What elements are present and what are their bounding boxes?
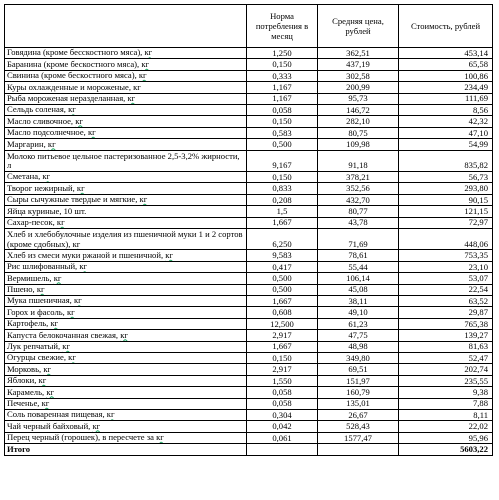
product-unit: кг — [46, 386, 55, 397]
norm-value: 2,917 — [247, 330, 318, 341]
price-value: 349,80 — [318, 352, 399, 363]
product-name — [5, 398, 247, 409]
product-label: Сыры сычужные твердые и мягкие, — [7, 194, 140, 205]
norm-value: 0,150 — [247, 352, 318, 363]
cost-value: 234,49 — [399, 82, 493, 93]
product-label: Молоко питьевое цельное пастеризованное 2,5-3,2% жирности, — [7, 150, 240, 161]
product-label: Чай черный байховый, — [7, 420, 93, 431]
product-label: Лук репчатый, — [7, 341, 63, 351]
product-label: Куры охлажденные и мороженые, кг — [7, 81, 141, 92]
product-label: Карамель, — [7, 386, 47, 397]
cost-value: 453,14 — [399, 48, 493, 59]
table-row — [5, 307, 493, 318]
price-value: 282,10 — [318, 116, 399, 127]
table-row — [5, 421, 493, 432]
product-unit: кг — [73, 295, 82, 306]
price-value: 43,78 — [318, 217, 399, 228]
norm-value: 0,500 — [247, 273, 318, 284]
table-row — [5, 217, 493, 228]
product-unit: кг — [53, 272, 62, 283]
price-value: 302,58 — [318, 70, 399, 81]
product-unit: кг — [72, 238, 81, 249]
price-value: 38,11 — [318, 296, 399, 307]
price-value: 151,97 — [318, 375, 399, 386]
table-row — [5, 127, 493, 138]
norm-value: 0,058 — [247, 104, 318, 115]
product-unit: кг — [76, 182, 85, 193]
product-name — [5, 273, 247, 284]
product-label: Сахар-песок, — [7, 217, 57, 227]
product-unit: кг — [75, 115, 83, 126]
norm-value: 0,500 — [247, 139, 318, 150]
price-value: 69,51 — [318, 364, 399, 375]
table-row — [5, 341, 493, 352]
cost-value: 111,69 — [399, 93, 493, 104]
price-value: 378,21 — [318, 172, 399, 183]
product-name — [5, 352, 247, 363]
cost-value: 835,82 — [399, 150, 493, 172]
cost-value: 7,88 — [399, 398, 493, 409]
product-label: Пшено, — [7, 284, 37, 295]
product-label: Творог нежирный, — [7, 182, 77, 193]
cost-value: 22,54 — [399, 284, 493, 295]
price-value: 91,18 — [318, 150, 399, 172]
document-page — [4, 4, 493, 456]
price-value: 160,79 — [318, 387, 399, 398]
product-label: Говядина (кроме бесскостного мяса), — [7, 47, 145, 58]
product-unit: кг — [79, 261, 88, 272]
product-label: Рыба мороженая неразделанная, — [7, 93, 128, 103]
norm-value: 0,150 — [247, 172, 318, 183]
table-row — [5, 70, 493, 81]
product-name — [5, 93, 247, 104]
table-row — [5, 139, 493, 150]
product-unit: кг — [68, 352, 76, 363]
table-row — [5, 273, 493, 284]
price-value: 71,69 — [318, 228, 399, 250]
table-row — [5, 104, 493, 115]
product-label: Горох и фасоль, — [7, 306, 67, 317]
table-row — [5, 398, 493, 409]
product-name — [5, 70, 247, 81]
cost-value: 81,63 — [399, 341, 493, 352]
norm-value: 0,608 — [247, 307, 318, 318]
table-row — [5, 82, 493, 93]
table-row — [5, 116, 493, 127]
product-label: Морковь, — [7, 363, 44, 374]
table-row — [5, 228, 493, 250]
product-name — [5, 432, 247, 443]
total-label: Итого — [5, 444, 247, 455]
product-unit: кг — [144, 47, 153, 58]
product-name — [5, 364, 247, 375]
norm-value: 9,167 — [247, 150, 318, 172]
product-unit: кг — [87, 127, 96, 138]
product-name — [5, 375, 247, 386]
price-value: 45,08 — [318, 284, 399, 295]
product-label: Свинина (кроме бескостного мяса), — [7, 70, 139, 81]
norm-value: 1,667 — [247, 296, 318, 307]
norm-value: 0,150 — [247, 116, 318, 127]
cost-value: 90,15 — [399, 194, 493, 205]
table-row — [5, 409, 493, 420]
product-label: Хлеб из смеси муки ржаной и пшеничной, — [7, 249, 166, 260]
product-name — [5, 116, 247, 127]
product-label: Огурцы свежие, — [7, 352, 69, 363]
product-label: Маргарин, — [7, 138, 48, 149]
product-label: Соль поваренная пищевая, — [7, 409, 107, 420]
product-unit: кг — [165, 249, 173, 260]
product-name — [5, 228, 247, 250]
price-value: 135,01 — [318, 398, 399, 409]
norm-value: 2,917 — [247, 364, 318, 375]
table-row — [5, 352, 493, 363]
cost-value: 95,96 — [399, 432, 493, 443]
product-unit: кг — [56, 217, 65, 227]
norm-value: 1,667 — [247, 341, 318, 352]
norm-value: 1,5 — [247, 206, 318, 217]
product-name — [5, 330, 247, 341]
table-row — [5, 194, 493, 205]
norm-value: 0,304 — [247, 409, 318, 420]
cost-value: 8,11 — [399, 409, 493, 420]
norm-value: 1,667 — [247, 217, 318, 228]
norm-value: 0,833 — [247, 183, 318, 194]
price-value: 61,23 — [318, 318, 399, 329]
table-row — [5, 387, 493, 398]
product-label: Сельдь соленая, — [7, 104, 69, 115]
table-row — [5, 432, 493, 443]
product-label: Печенье, — [7, 398, 42, 408]
norm-value: 0,583 — [247, 127, 318, 138]
cost-value: 100,86 — [399, 70, 493, 81]
cost-value: 293,80 — [399, 183, 493, 194]
norm-value: 0,058 — [247, 398, 318, 409]
table-row — [5, 261, 493, 272]
product-name — [5, 296, 247, 307]
table-row — [5, 183, 493, 194]
norm-value: 0,061 — [247, 432, 318, 443]
product-label: Яйца куриные, 10 шт. — [7, 205, 87, 216]
product-label: Рис шлифованный, — [7, 261, 80, 272]
price-value: 55,44 — [318, 261, 399, 272]
norm-value: 0,417 — [247, 261, 318, 272]
table-row — [5, 330, 493, 341]
price-value: 80,77 — [318, 206, 399, 217]
price-value: 26,67 — [318, 409, 399, 420]
product-label: Сметана, — [7, 171, 43, 182]
cost-value: 753,35 — [399, 250, 493, 261]
header-name — [5, 5, 247, 48]
price-value: 48,98 — [318, 341, 399, 352]
price-value: 78,61 — [318, 250, 399, 261]
product-label: Капуста белокочанная свежая, — [7, 329, 121, 340]
price-value: 80,75 — [318, 127, 399, 138]
product-label: Масло сливочное, — [7, 115, 76, 126]
product-label: Картофель, — [7, 318, 51, 329]
product-unit: кг — [47, 138, 56, 149]
price-value: 432,70 — [318, 194, 399, 205]
product-name — [5, 421, 247, 432]
header-row — [5, 5, 493, 48]
price-value: 352,56 — [318, 183, 399, 194]
price-value: 200,99 — [318, 82, 399, 93]
table-row — [5, 206, 493, 217]
product-unit: кг — [42, 171, 51, 182]
price-value: 47,75 — [318, 330, 399, 341]
product-name — [5, 82, 247, 93]
cost-value: 23,10 — [399, 261, 493, 272]
product-name — [5, 409, 247, 420]
product-label: Вермишель, — [7, 272, 54, 283]
product-unit: кг — [43, 363, 52, 374]
product-unit: кг — [50, 318, 59, 329]
product-name — [5, 172, 247, 183]
norm-value: 0,150 — [247, 59, 318, 70]
product-label: Хлеб и хлебобулочные изделия из пшеничной муки 1 и 2 сортов (кроме сдобных), — [7, 229, 243, 249]
cost-value: 9,38 — [399, 387, 493, 398]
table-row — [5, 150, 493, 172]
table-row — [5, 364, 493, 375]
product-name — [5, 250, 247, 261]
product-name — [5, 387, 247, 398]
header-cost: Стоимость, рублей — [399, 5, 493, 48]
total-empty-norm — [247, 444, 318, 455]
norm-value: 0,208 — [247, 194, 318, 205]
norm-value: 0,058 — [247, 387, 318, 398]
product-name — [5, 261, 247, 272]
price-value: 109,98 — [318, 139, 399, 150]
norm-value: 0,500 — [247, 284, 318, 295]
table-row — [5, 93, 493, 104]
product-unit: кг — [106, 409, 115, 420]
product-name — [5, 127, 247, 138]
product-name — [5, 318, 247, 329]
product-name — [5, 104, 247, 115]
norm-value: 1,550 — [247, 375, 318, 386]
norm-value: 1,250 — [247, 48, 318, 59]
cost-value: 139,27 — [399, 330, 493, 341]
product-name — [5, 48, 247, 59]
product-name — [5, 194, 247, 205]
table-row — [5, 59, 493, 70]
product-unit: кг — [156, 432, 164, 443]
cost-value: 72,97 — [399, 217, 493, 228]
norm-value: 1,167 — [247, 93, 318, 104]
cost-value: 52,47 — [399, 352, 493, 363]
norm-value: 12,500 — [247, 318, 318, 329]
product-name — [5, 206, 247, 217]
cost-value: 22,02 — [399, 421, 493, 432]
product-label: Яблоки, — [7, 375, 39, 386]
product-label: Баранина (кроме бескостного мяса), — [7, 58, 142, 69]
product-label: Перец черный (горошек), в пересчете за — [7, 432, 157, 443]
table-row — [5, 48, 493, 59]
cost-value: 8,56 — [399, 104, 493, 115]
price-value: 106,14 — [318, 273, 399, 284]
table-row — [5, 375, 493, 386]
product-unit: кг — [62, 341, 70, 351]
product-unit: кг — [139, 194, 148, 205]
table-body — [5, 48, 493, 444]
header-norm: Норма потребления в месяц — [247, 5, 318, 48]
product-unit: кг — [68, 104, 76, 115]
product-unit: кг — [141, 58, 150, 69]
table-row — [5, 296, 493, 307]
cost-value: 29,87 — [399, 307, 493, 318]
product-unit: кг — [92, 420, 101, 431]
product-unit: кг — [138, 70, 147, 81]
product-name — [5, 217, 247, 228]
cost-value: 202,74 — [399, 364, 493, 375]
product-unit: л — [7, 160, 12, 171]
cost-value: 56,73 — [399, 172, 493, 183]
price-value: 95,73 — [318, 93, 399, 104]
product-unit: кг — [38, 375, 47, 386]
product-name — [5, 284, 247, 295]
product-name — [5, 150, 247, 172]
cost-value: 448,06 — [399, 228, 493, 250]
product-name — [5, 59, 247, 70]
table-row — [5, 284, 493, 295]
total-empty-price — [318, 444, 399, 455]
total-cost: 5603,22 — [399, 444, 493, 455]
product-unit: кг — [36, 284, 45, 295]
food-basket-table — [4, 4, 493, 456]
product-unit: кг — [120, 329, 128, 340]
price-value: 437,19 — [318, 59, 399, 70]
table-row — [5, 250, 493, 261]
product-name — [5, 139, 247, 150]
price-value: 146,72 — [318, 104, 399, 115]
header-price: Средняя цена, рублей — [318, 5, 399, 48]
cost-value: 47,10 — [399, 127, 493, 138]
product-name — [5, 341, 247, 352]
table-row — [5, 318, 493, 329]
product-unit: кг — [127, 93, 136, 103]
product-unit: кг — [41, 398, 50, 408]
norm-value: 0,333 — [247, 70, 318, 81]
cost-value: 63,52 — [399, 296, 493, 307]
product-label: Масло подсолнечное, — [7, 127, 88, 138]
price-value: 528,43 — [318, 421, 399, 432]
cost-value: 235,55 — [399, 375, 493, 386]
table-row — [5, 172, 493, 183]
cost-value: 53,07 — [399, 273, 493, 284]
cost-value: 42,32 — [399, 116, 493, 127]
cost-value: 765,38 — [399, 318, 493, 329]
product-unit: кг — [66, 306, 75, 317]
cost-value: 65,58 — [399, 59, 493, 70]
price-value: 362,51 — [318, 48, 399, 59]
norm-value: 9,583 — [247, 250, 318, 261]
price-value: 49,10 — [318, 307, 399, 318]
norm-value: 1,167 — [247, 82, 318, 93]
product-name — [5, 183, 247, 194]
total-row — [5, 444, 493, 455]
norm-value: 6,250 — [247, 228, 318, 250]
cost-value: 54,99 — [399, 139, 493, 150]
product-label: Мука пшеничная, — [7, 295, 74, 306]
product-name — [5, 307, 247, 318]
norm-value: 0,042 — [247, 421, 318, 432]
cost-value: 121,15 — [399, 206, 493, 217]
price-value: 1577,47 — [318, 432, 399, 443]
